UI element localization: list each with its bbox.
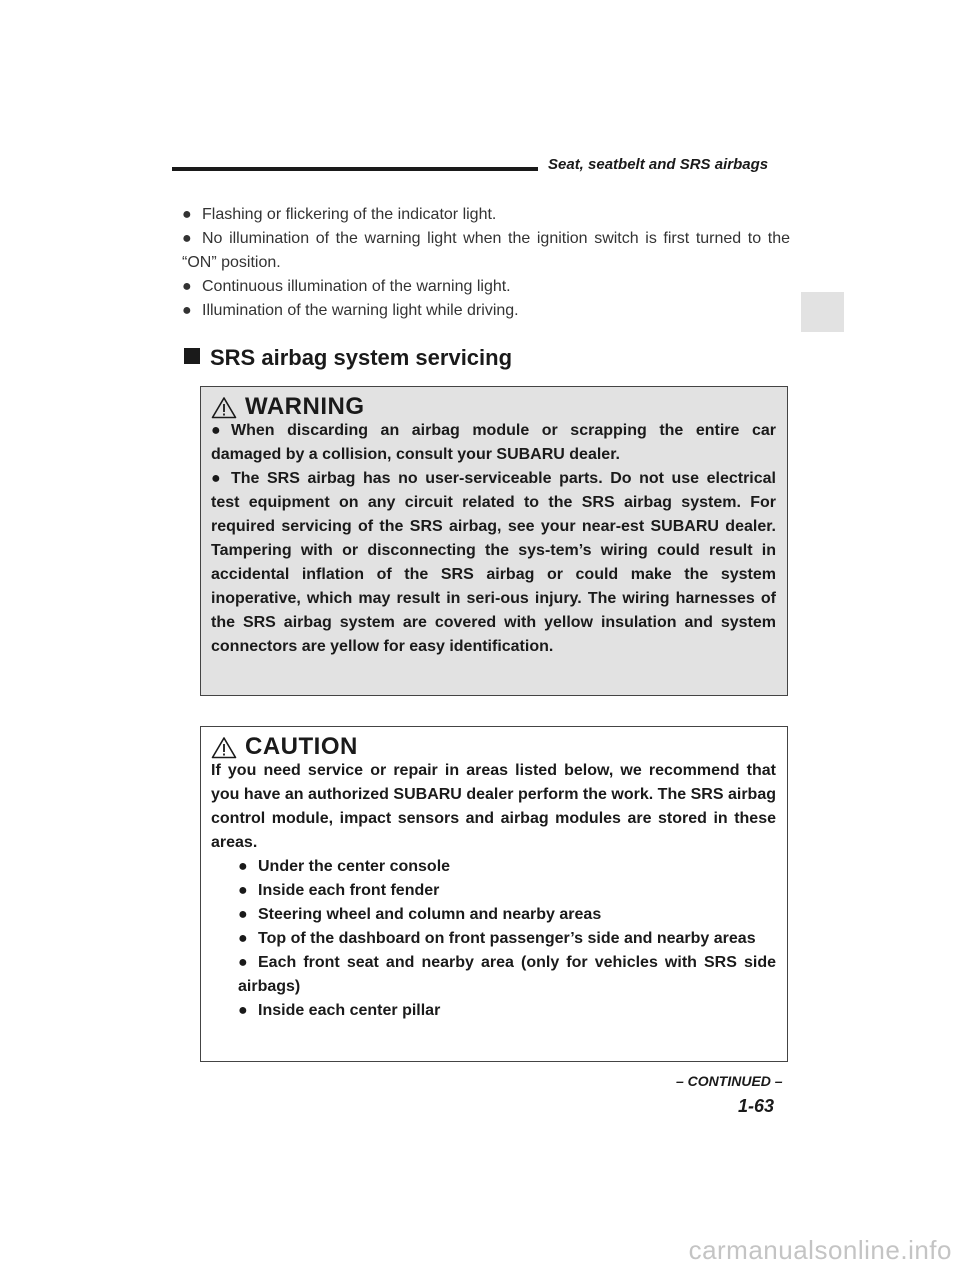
list-item: ● Illumination of the warning light while driving.: [182, 299, 790, 323]
header-rule: [172, 167, 538, 171]
square-bullet-icon: [184, 348, 200, 364]
list-item: ● Steering wheel and column and nearby areas: [238, 903, 776, 927]
list-item: ● Each front seat and nearby area (only for vehicles with SRS side airbags): [238, 951, 776, 999]
warning-item: ● When discarding an airbag module or scrapping the entire car damaged by a collision, consult your SUBARU dealer.: [211, 419, 776, 467]
bullet-icon: ●: [238, 1002, 248, 1019]
caution-text: If you need service or repair in areas listed below, we recommend that you have an authorized SUBARU dealer perform the work. The SRS airbag control module, impact sensors and airbag modules are stored in these areas.: [211, 762, 776, 851]
indicator-symptom-list: [182, 203, 790, 323]
warning-triangle-icon: [211, 396, 237, 419]
bullet-icon: ●: [182, 206, 192, 223]
warning-title: WARNING: [211, 395, 776, 419]
chapter-tab: [801, 292, 844, 332]
list-item: ● Inside each center pillar: [238, 999, 776, 1023]
section-heading: SRS airbag system servicing: [184, 345, 512, 371]
list-item: ● No illumination of the warning light when the ignition switch is first turned to the “ON” position.: [182, 227, 790, 275]
bullet-icon: ●: [238, 930, 248, 947]
caution-box: [200, 726, 788, 1062]
watermark: carmanualsonline.info: [688, 1235, 952, 1265]
list-item: ● Inside each front fender: [238, 879, 776, 903]
page-number: 1-63: [738, 1096, 775, 1116]
bullet-icon: ●: [238, 858, 248, 875]
bullet-icon: ●: [182, 302, 192, 319]
continued-label: – CONTINUED –: [676, 1073, 783, 1089]
bullet-icon: ●: [211, 422, 221, 439]
list-item: ● Continuous illumination of the warning light.: [182, 275, 790, 299]
bullet-icon: ●: [182, 230, 192, 247]
caution-triangle-icon: [211, 736, 237, 759]
caution-title: CAUTION: [211, 735, 776, 759]
bullet-icon: ●: [238, 882, 248, 899]
running-header: Seat, seatbelt and SRS airbags: [548, 156, 769, 173]
bullet-icon: ●: [182, 278, 192, 295]
bullet-icon: ●: [211, 470, 221, 487]
list-item: ● Flashing or flickering of the indicator light.: [182, 203, 790, 227]
bullet-icon: ●: [238, 906, 248, 923]
caution-area-list: [238, 855, 776, 1023]
warning-item: ● The SRS airbag has no user-serviceable parts. Do not use electrical test equipment on any circuit related to the SRS airbag system. For required servicing of the SRS airbag, see your near-est SUBARU dealer. Tampering with or disconnecting the sys-tem’s wiring could result in accidental inflation of the SRS airbag or could make the system inoperative, which may result in seri-ous injury. The wiring harnesses of the SRS airbag system are covered with yellow insulation and system connectors are yellow for easy identification.: [211, 467, 776, 659]
list-item: ● Top of the dashboard on front passenger’s side and nearby areas: [238, 927, 776, 951]
bullet-icon: ●: [238, 954, 248, 971]
warning-box: [200, 386, 788, 696]
list-item: ● Under the center console: [238, 855, 776, 879]
